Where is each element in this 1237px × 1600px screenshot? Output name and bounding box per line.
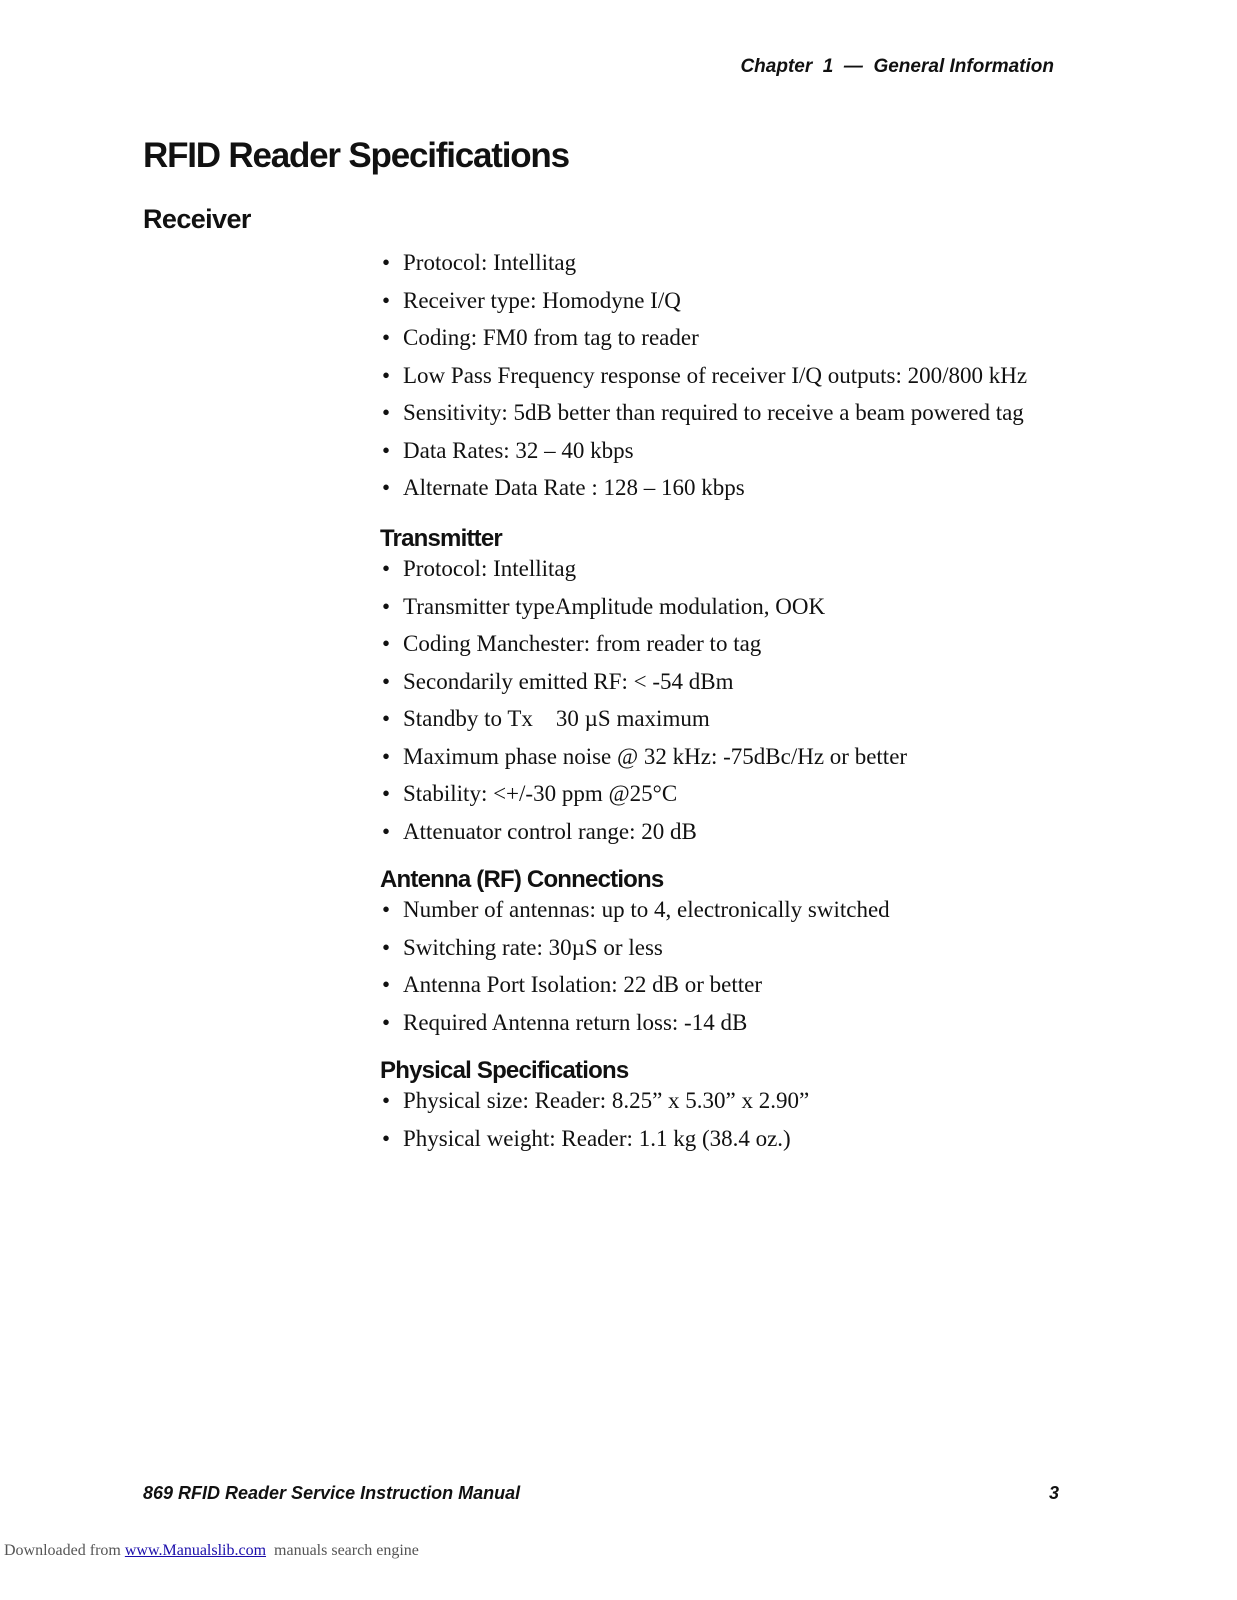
footer-page-number: 3 <box>1049 1483 1060 1503</box>
transmitter-spec-item: • Secondarily emitted RF: < -54 dBm <box>380 667 1080 705</box>
receiver-spec-item: • Low Pass Frequency response of receiver I/Q outputs: 200/800 kHz <box>380 361 1080 399</box>
receiver-section <box>380 248 1080 511</box>
transmitter-spec-item: • Standby to Tx 30 µS maximum <box>380 704 1080 742</box>
transmitter-spec-item: • Maximum phase noise @ 32 kHz: -75dBc/Hz or better <box>380 742 1080 780</box>
antenna-spec-item: • Switching rate: 30µS or less <box>380 933 1080 971</box>
antenna-section <box>380 865 1080 1045</box>
antenna-section-title: Antenna (RF) Connections <box>380 866 664 893</box>
receiver-spec-item: • Data Rates: 32 – 40 kbps <box>380 436 1080 474</box>
transmitter-section <box>380 524 1080 854</box>
transmitter-spec-list <box>380 554 1080 854</box>
physical-spec-item: • Physical size: Reader: 8.25” x 5.30” x 2.90” <box>380 1086 1080 1124</box>
receiver-spec-item: • Protocol: Intellitag <box>380 248 1080 286</box>
chapter-header: Chapter 1 — General Information <box>740 56 1054 77</box>
antenna-spec-list <box>380 895 1080 1045</box>
transmitter-spec-item: • Transmitter typeAmplitude modulation, OOK <box>380 592 1080 630</box>
antenna-spec-item: • Number of antennas: up to 4, electronically switched <box>380 895 1080 933</box>
receiver-section-title: Receiver <box>143 204 251 234</box>
antenna-spec-item: • Required Antenna return loss: -14 dB <box>380 1008 1080 1046</box>
transmitter-spec-item: • Protocol: Intellitag <box>380 554 1080 592</box>
receiver-spec-item: • Sensitivity: 5dB better than required to receive a beam powered tag <box>380 398 1080 436</box>
manualslib-link[interactable]: www.Manualslib.com <box>124 1542 267 1559</box>
receiver-spec-item: • Receiver type: Homodyne I/Q <box>380 286 1080 324</box>
receiver-spec-item: • Alternate Data Rate : 128 – 160 kbps <box>380 473 1080 511</box>
transmitter-spec-item: • Coding Manchester: from reader to tag <box>380 629 1080 667</box>
physical-section-title: Physical Specifications <box>380 1057 629 1084</box>
physical-section <box>380 1056 1080 1161</box>
transmitter-spec-item: • Attenuator control range: 20 dB <box>380 817 1080 855</box>
download-banner <box>4 1542 419 1560</box>
physical-spec-list <box>380 1086 1080 1161</box>
receiver-spec-list <box>380 248 1080 511</box>
download-prefix: Downloaded from <box>4 1542 125 1559</box>
physical-spec-item: • Physical weight: Reader: 1.1 kg (38.4 oz.) <box>380 1124 1080 1162</box>
page-title: RFID Reader Specifications <box>143 136 569 175</box>
download-suffix: manuals search engine <box>266 1542 419 1559</box>
antenna-spec-item: • Antenna Port Isolation: 22 dB or better <box>380 970 1080 1008</box>
footer-manual-title: 869 RFID Reader Service Instruction Manual <box>143 1483 521 1503</box>
transmitter-section-title: Transmitter <box>380 525 502 552</box>
transmitter-spec-item: • Stability: <+/-30 ppm @25°C <box>380 779 1080 817</box>
receiver-spec-item: • Coding: FM0 from tag to reader <box>380 323 1080 361</box>
